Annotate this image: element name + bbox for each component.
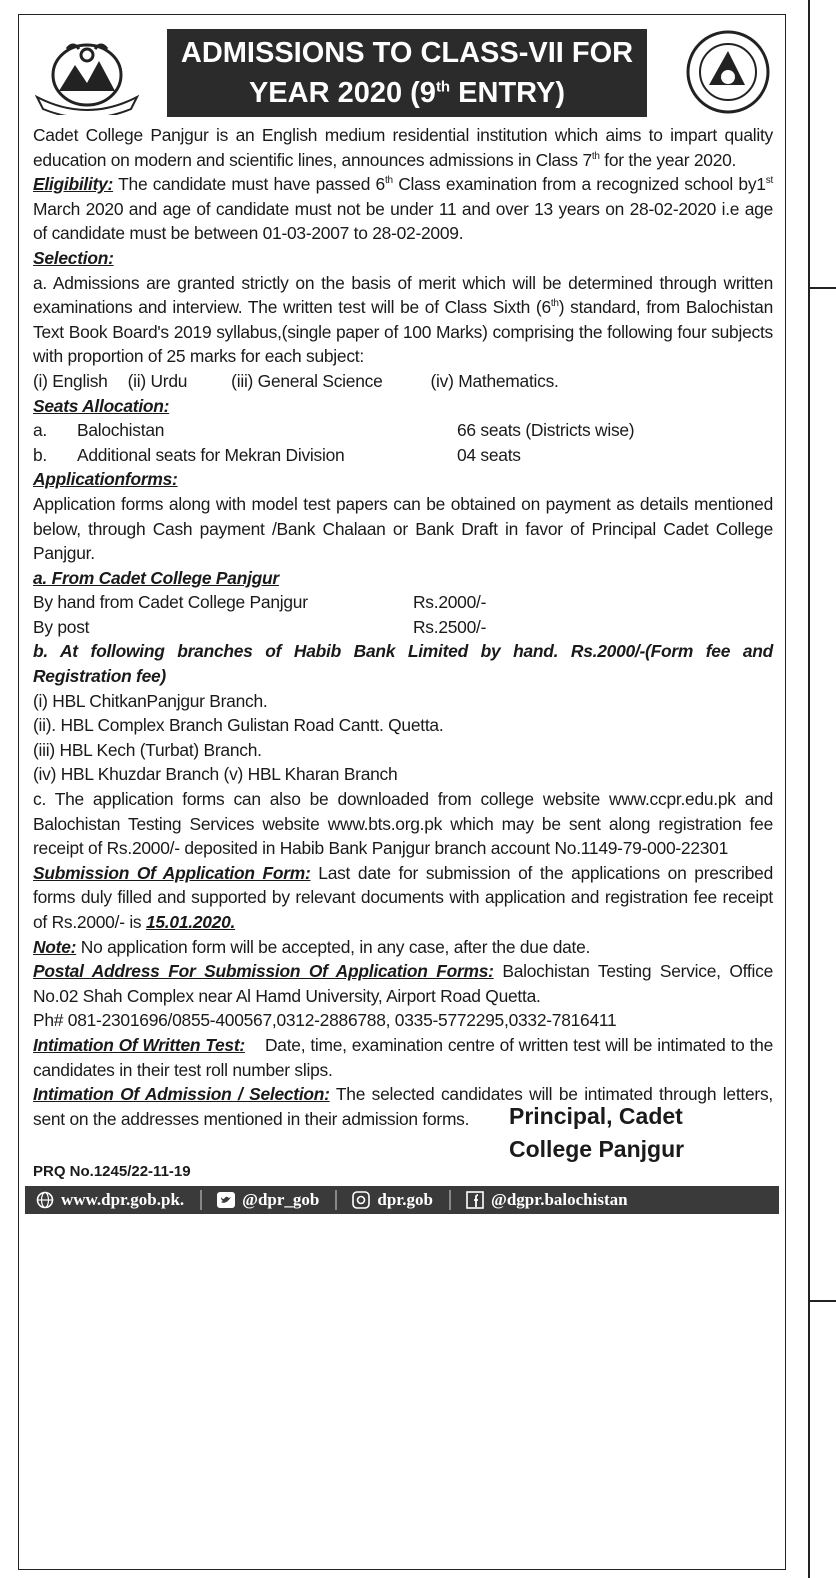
subjects-list (33, 369, 773, 394)
header (27, 25, 777, 121)
fee-row: By post Rs.2500/- (33, 616, 487, 637)
title-line-2: YEAR 2020 (9th ENTRY) (248, 77, 566, 109)
prq-number: PRQ No.1245/22-11-19 (33, 1163, 191, 1180)
footer-social-bar (25, 1186, 779, 1214)
title-line-1: ADMISSIONS TO CLASS-VII FOR (180, 37, 634, 69)
branch-item: (ii). HBL Complex Branch Gulistan Road Cantt. Quetta. (33, 715, 444, 736)
branch-item: (iii) HBL Kech (Turbat) Branch. (33, 739, 262, 760)
fee-row: By hand from Cadet College Panjgur Rs.2000/- (33, 592, 487, 613)
selection-heading: Selection: (33, 247, 114, 268)
selection-paragraph: a. Admissions are granted strictly on the basis of merit which will be determined through written examinations and interview. The written test will be of Class Sixth (6th) standard, from Balochistan Text Book Board's 2019 syllabus,(single paper of 100 Marks) comprising the following four subjects with proportion of 25 marks for each subject: (33, 272, 773, 367)
subject-item: (ii) Urdu (127, 370, 188, 391)
last-date: 15.01.2020. (145, 912, 236, 932)
intro-paragraph: Cadet College Panjgur is an English medium residential institution which aims to impart quality education on modern and scientific lines, announces admissions in Class 7th for the year 2020. (33, 125, 773, 170)
written-test-paragraph: Intimation Of Written Test: Date, time, examination centre of written test will be intimated to the candidates in their test roll number slips. (33, 1034, 778, 1080)
submission-paragraph: Submission Of Application Form: Last date for submission of the applications on prescribed forms duly filled and supported by relevant documents with application and registration fee receipt of Rs.2000/- is 15.01.2020. (33, 862, 773, 932)
dgpr-seal-logo (683, 27, 773, 117)
subject-item: (i) English (33, 370, 108, 391)
footer-divider (200, 1190, 202, 1210)
instagram-icon (351, 1191, 371, 1209)
postal-address-paragraph: Postal Address For Submission Of Application Forms: Balochistan Testing Service, Office No.02 Shah Complex near Al Hamd University, Airport Road Quetta. (33, 961, 773, 1006)
seat-row: a. Balochistan 66 seats (Districts wise) (33, 420, 635, 441)
footer-divider (449, 1190, 451, 1210)
application-forms-heading: Applicationforms: (33, 469, 178, 490)
facebook-icon (465, 1191, 485, 1209)
bank-branches-heading: b. At following branches of Habib Bank Limited by hand. Rs.2000/-(Form fee and Registration fee) (33, 641, 773, 687)
subject-item: (iv) Mathematics. (430, 370, 559, 391)
branch-item: (iv) HBL Khuzdar Branch (v) HBL Kharan Branch (33, 764, 398, 785)
title-banner (167, 29, 647, 117)
seat-row: b. Additional seats for Mekran Division 04 seats (33, 444, 521, 465)
branch-item: (i) HBL ChitkanPanjgur Branch. (33, 690, 268, 711)
admission-paragraph: Intimation Of Admission / Selection: The selected candidates will be intimated through letters, sent on the addresses mentioned in their admission forms. (33, 1084, 773, 1129)
footer-divider (335, 1190, 337, 1210)
subject-item: (iii) General Science (231, 370, 383, 391)
note-paragraph: Note: No application form will be accepted, in any case, after the due date. (33, 936, 591, 957)
right-tick-mark (808, 287, 836, 289)
right-border-line (808, 0, 810, 1578)
advertisement-body (33, 123, 778, 1131)
right-tick-mark (808, 1300, 836, 1302)
phone-numbers: Ph# 081-2301696/0855-400567,0312-2886788, 0335-5772295,0332-7816411 (33, 1010, 617, 1031)
footer-instagram[interactable]: dpr.gob (351, 1186, 433, 1214)
download-paragraph: c. The application forms can also be downloaded from college website www.ccpr.edu.pk and Balochistan Testing Services website www.bts.org.pk which may be sent along registration fee receipt of Rs.2000/- deposited in Habib Bank Panjgur branch account No.1149-79-000-22301 (33, 789, 773, 859)
globe-icon (35, 1191, 55, 1209)
twitter-icon (216, 1191, 236, 1209)
balochistan-emblem-logo (31, 31, 143, 115)
application-forms-paragraph: Application forms along with model test papers can be obtained on payment as details mentioned below, through Cash payment /Bank Chalaan or Bank Draft in favor of Principal Cadet College Panjgur. (33, 493, 773, 564)
eligibility-heading: Eligibility: (33, 174, 114, 195)
eligibility-paragraph: Eligibility: The candidate must have passed 6th Class examination from a recognized school by1st March 2020 and age of candidate must not be under 11 and over 13 years on 28-02-2020 i.e age of candidate must be between 01-03-2007 to 28-02-2009. (33, 174, 773, 244)
footer-twitter[interactable]: @dpr_gob (216, 1186, 319, 1214)
advertisement-page (18, 14, 786, 1570)
signature-block: Principal, Cadet College Panjgur (509, 1103, 685, 1162)
college-purchase-heading: a. From Cadet College Panjgur (33, 567, 279, 588)
footer-website[interactable]: www.dpr.gob.pk. (35, 1186, 184, 1214)
footer-facebook[interactable]: @dgpr.balochistan (465, 1186, 628, 1214)
seats-heading: Seats Allocation: (33, 395, 170, 416)
